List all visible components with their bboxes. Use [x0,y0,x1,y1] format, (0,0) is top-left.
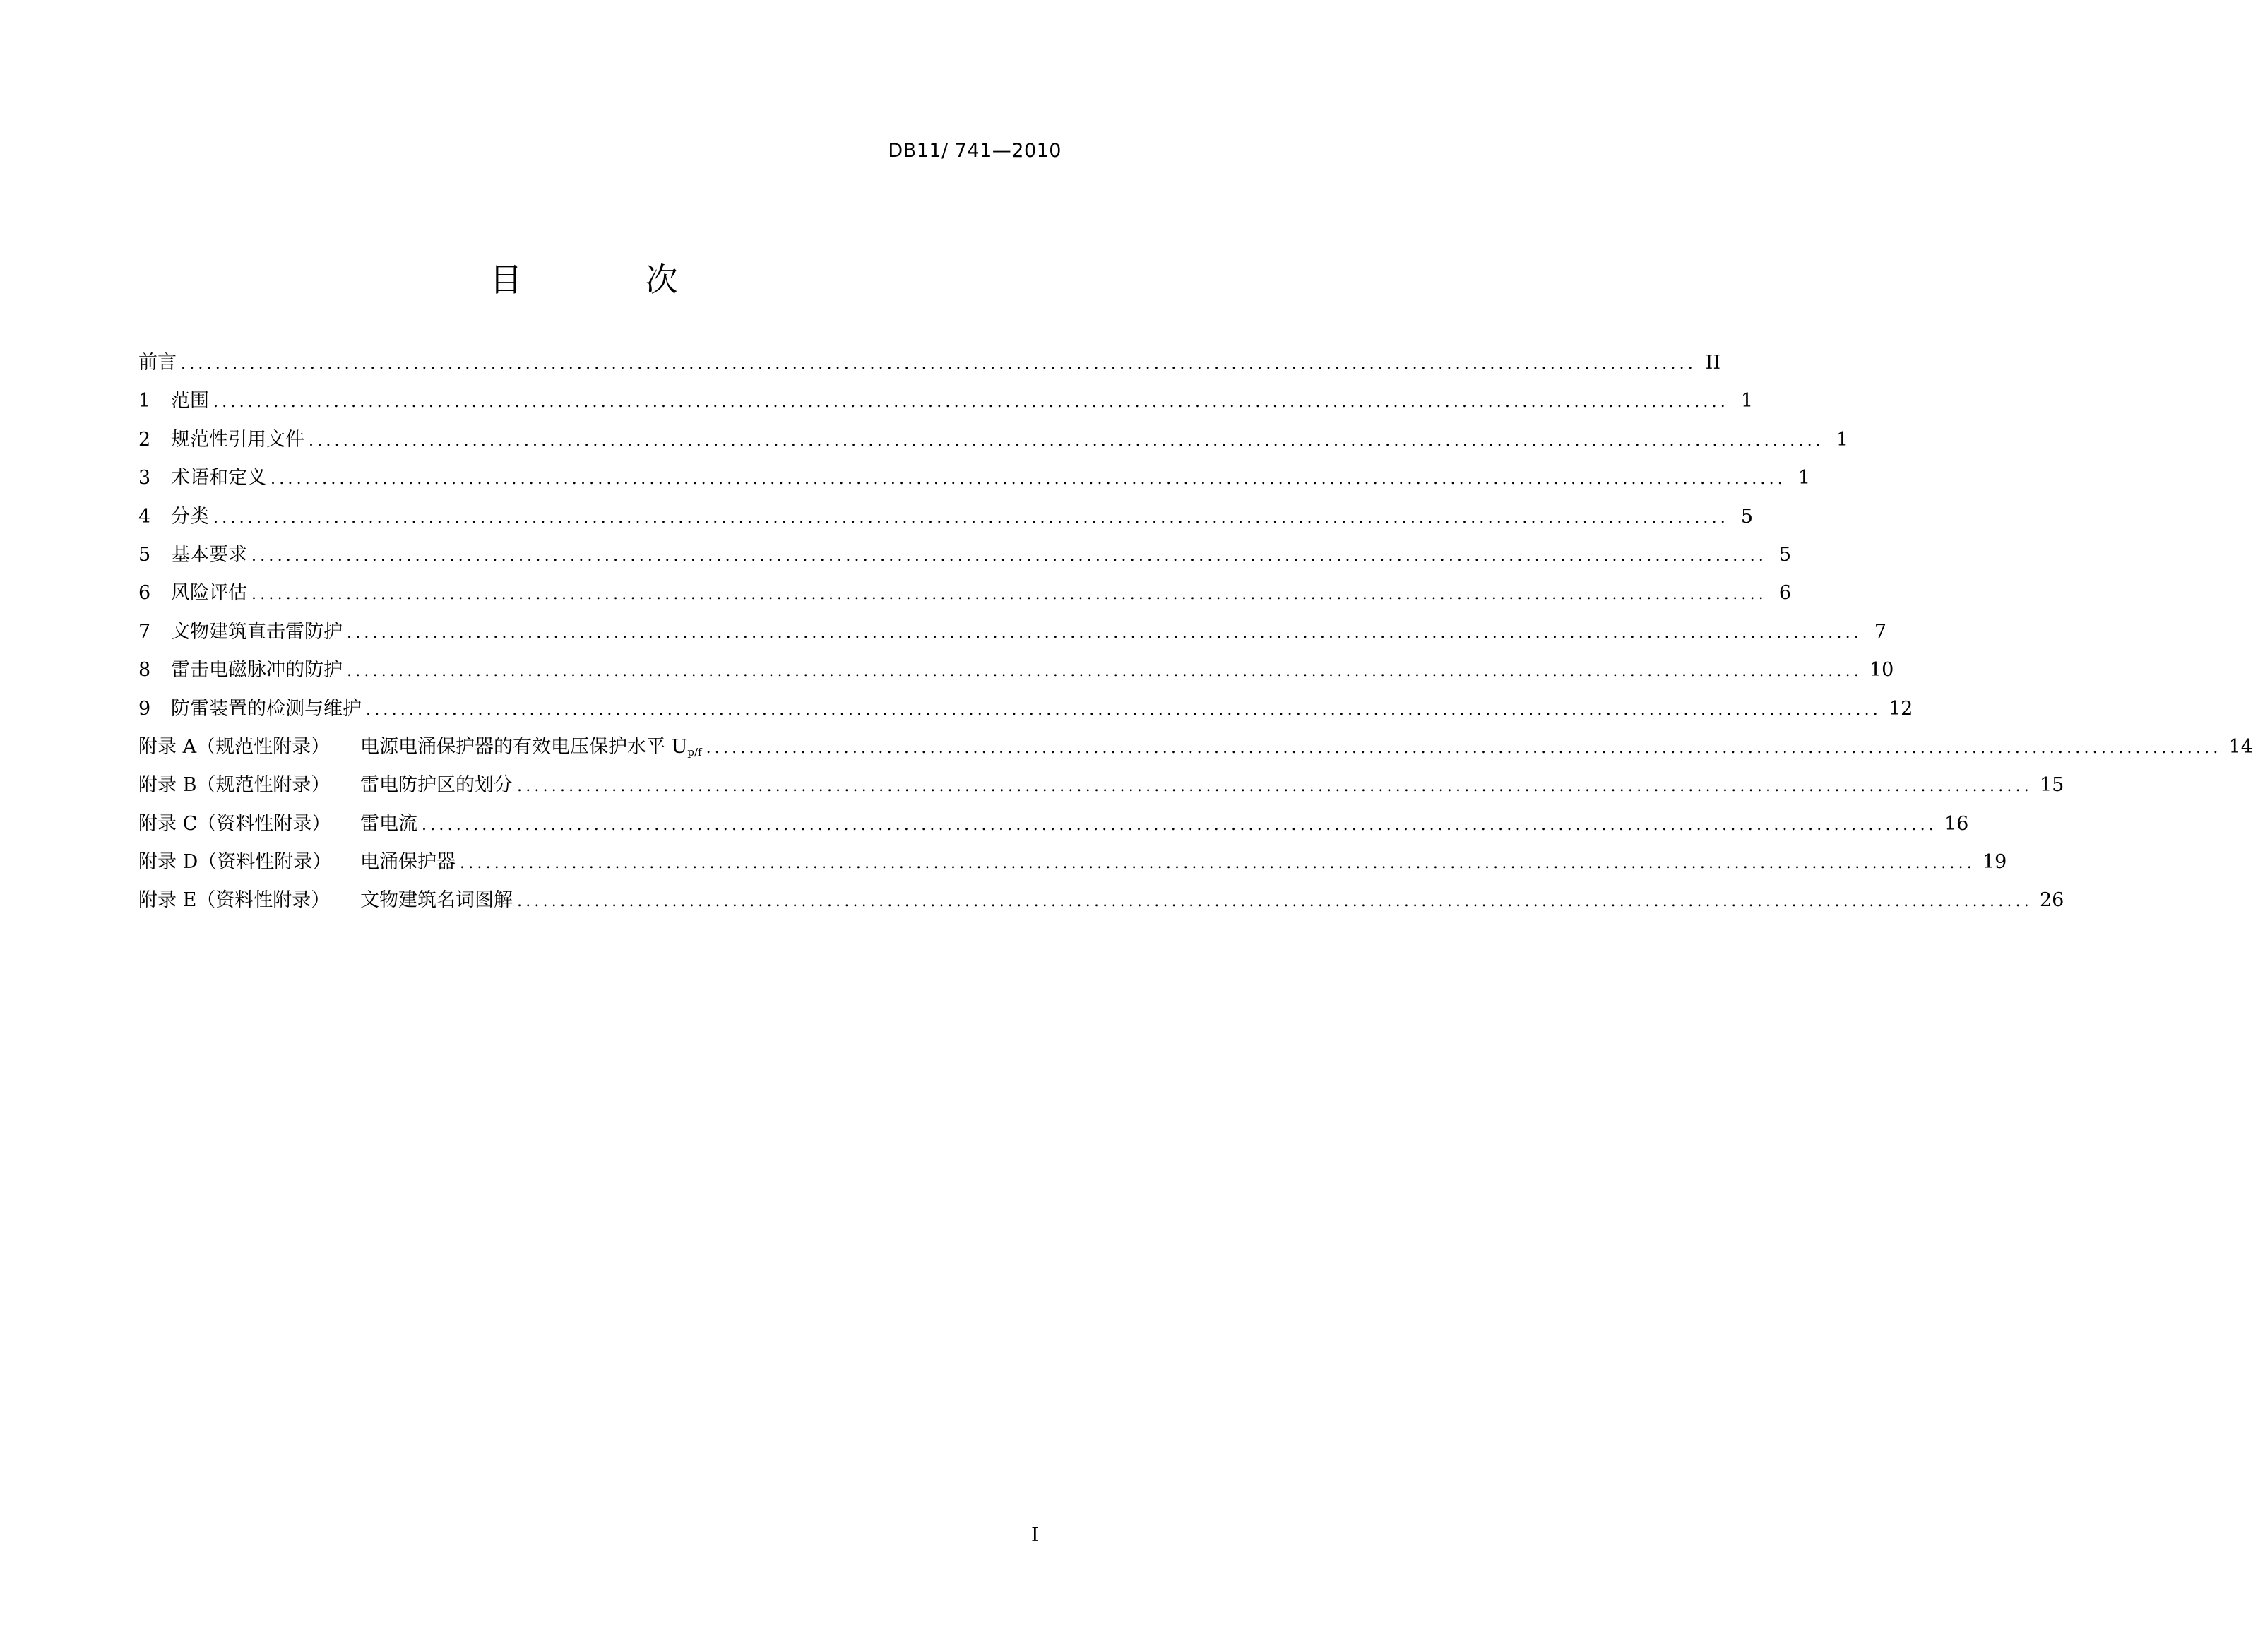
toc-entry-5[interactable] [138,541,1791,579]
toc-annex-prefix: 附录 D（资料性附录） [138,851,332,874]
toc-entry-number: 6 [138,582,151,605]
toc-entry-page: 5 [1778,543,1791,566]
toc-leader-dots: ................................................................................................................................................................................ [213,393,1729,412]
toc-entry-label: 前言 [138,352,177,374]
toc-entry-annex-a[interactable] [138,733,2253,771]
toc-leader-dots: ................................................................................................................................................................................ [347,624,1862,642]
toc-entry-page: 5 [1740,505,1753,528]
toc-entry-page: 19 [1982,851,2007,874]
toc-leader-dots: ................................................................................................................................................................................ [347,662,1862,681]
toc-entry-number: 1 [138,390,151,412]
toc-entry-label: 文物建筑名词图解 [360,889,513,912]
toc-leader-dots: ................................................................................................................................................................................ [251,586,1767,604]
toc-entry-annex-c[interactable] [138,810,1969,848]
toc-entry-page: 1 [1836,428,1848,451]
toc-entry-number: 2 [138,428,151,451]
toc-entry-annex-e[interactable] [138,886,2064,925]
toc-entry-page: 6 [1778,582,1791,605]
toc-entry-2[interactable] [138,426,1848,464]
toc-annex-prefix: 附录 C（资料性附录） [138,812,331,835]
toc-entry-8[interactable] [138,656,1894,694]
page-title: 目 次 [489,261,735,299]
toc-entry-page: II [1705,352,1720,374]
toc-leader-dots: ................................................................................................................................................................................ [271,470,1786,489]
toc-entry-label-subscript: p/f [687,745,702,759]
toc-leader-dots: ................................................................................................................................................................................ [251,547,1767,565]
toc-entry-1[interactable] [138,387,1753,425]
toc-entry-label: 基本要求 [171,543,247,566]
toc-entry-label-text: 电源电涌保护器的有效电压保护水平 U [360,735,688,758]
toc-entry-page: 1 [1797,467,1810,489]
toc-entry-page: 10 [1869,659,1894,682]
toc-entry-label: 电涌保护器 [360,851,456,874]
toc-entry-page: 14 [2228,735,2253,758]
toc-leader-dots: ................................................................................................................................................................................ [706,739,2222,757]
toc-entry-label: 分类 [171,505,209,528]
toc-leader-dots: ................................................................................................................................................................................ [213,509,1729,527]
toc-entry-page: 12 [1889,697,1913,720]
toc-entry-label: 雷击电磁脉冲的防护 [171,659,343,682]
toc-entry-label: 术语和定义 [171,467,266,489]
toc-leader-dots: ................................................................................................................................................................................ [517,893,2033,911]
toc-entry-label: 文物建筑直击雷防护 [171,620,343,643]
toc-entry-page: 1 [1740,390,1753,412]
toc-leader-dots: ................................................................................................................................................................................ [517,778,2033,796]
toc-entry-number: 8 [138,659,151,682]
toc-leader-dots: ................................................................................................................................................................................ [366,701,1882,719]
toc-entry-label: 规范性引用文件 [171,428,304,451]
toc-entry-6[interactable] [138,579,1791,617]
toc-leader-dots: ................................................................................................................................................................................ [460,855,1975,873]
toc-entry-9[interactable] [138,695,1913,733]
toc-entry-label: 雷电流 [360,812,417,835]
table-of-contents [138,349,2253,925]
toc-entry-label: 风险评估 [171,582,247,605]
page-number: I [1031,1524,1039,1546]
toc-entry-preface[interactable] [138,349,1720,387]
toc-entry-annex-d[interactable] [138,848,2007,886]
toc-entry-annex-b[interactable] [138,771,2064,809]
toc-entry-page: 7 [1874,620,1886,643]
toc-leader-dots: ................................................................................................................................................................................ [422,816,1937,834]
toc-entry-number: 9 [138,697,151,720]
toc-entry-7[interactable] [138,618,1886,656]
toc-annex-prefix: 附录 E（资料性附录） [138,889,331,912]
toc-entry-number: 5 [138,543,151,566]
toc-entry-label: 范围 [171,390,209,412]
toc-entry-number: 7 [138,620,151,643]
toc-entry-label [360,733,702,766]
toc-entry-4[interactable] [138,503,1753,541]
toc-entry-page: 26 [2040,889,2064,912]
toc-leader-dots: ................................................................................................................................................................................ [309,432,1824,450]
toc-annex-prefix: 附录 B（规范性附录） [138,774,331,797]
toc-entry-number: 3 [138,467,151,489]
document-number: DB11/ 741—2010 [888,140,1062,162]
toc-entry-label: 雷电防护区的划分 [360,774,513,797]
toc-entry-page: 15 [2040,774,2064,797]
toc-annex-prefix: 附录 A（规范性附录） [138,735,331,758]
toc-entry-page: 16 [1944,812,1969,835]
toc-entry-number: 4 [138,505,151,528]
toc-leader-dots: ................................................................................................................................................................................ [181,355,1696,373]
toc-entry-3[interactable] [138,464,1810,502]
toc-entry-label: 防雷装置的检测与维护 [171,697,362,720]
